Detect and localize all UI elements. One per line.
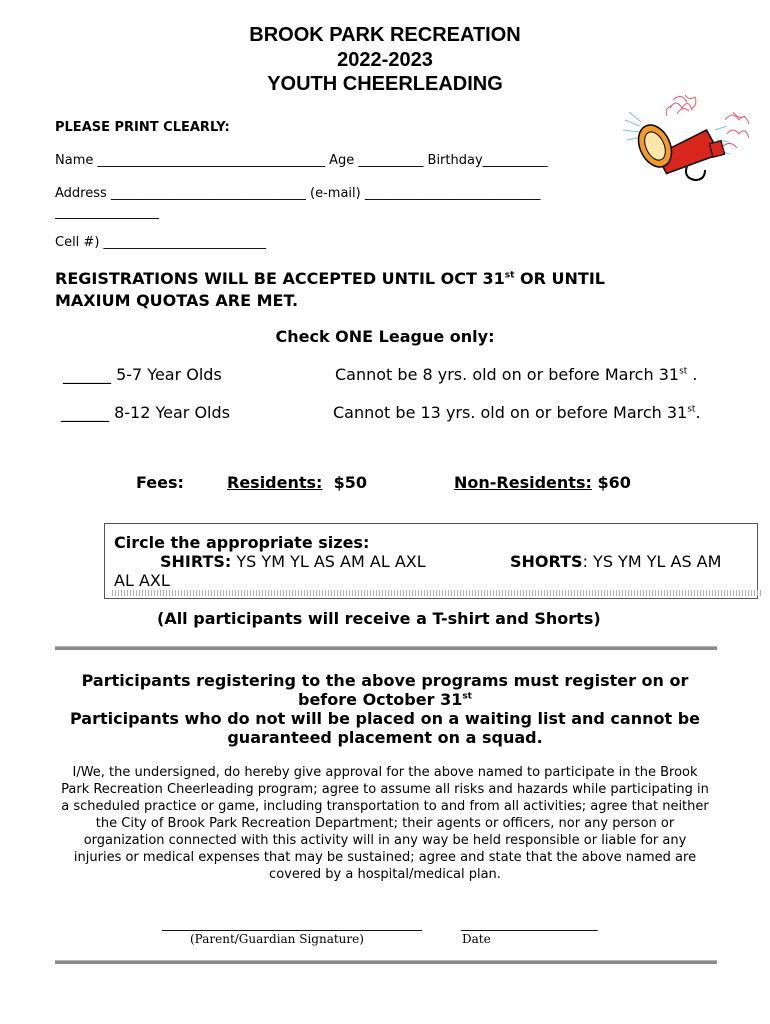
shirts-label: SHIRTS: (160, 552, 232, 571)
signature-line[interactable]: ________________________________________ (162, 917, 422, 932)
residents-label: Residents: (227, 473, 323, 492)
league-option-5-7[interactable]: ______ 5-7 Year Olds (63, 365, 222, 384)
title-line-1: BROOK PARK RECREATION (249, 24, 521, 46)
bottom-divider (55, 960, 717, 964)
rules-line-2-sup: st (462, 691, 472, 702)
short-sizes[interactable] (510, 552, 721, 571)
title-line-2: 2022-2023 (337, 49, 433, 71)
rules-line-1: Participants registering to the above programs must register on or (81, 671, 689, 690)
sizes-box-shadow (112, 590, 762, 596)
nonresidents-fee (454, 473, 631, 492)
nonresidents-value: $60 (597, 473, 631, 492)
print-clearly-label: PLEASE PRINT CLEARLY: (55, 120, 230, 135)
shirt-sizes[interactable] (160, 552, 426, 571)
rule-tail: . (695, 403, 701, 422)
rule-sup: st (687, 404, 696, 415)
notice-sup: st (504, 270, 515, 281)
waiver-text: I/We, the undersigned, do hereby give approval for the above named to participate in the Brook Park Recreation Cheerleading program; agree to assume all risks and hazards while participating in a scheduled practice or game, including transportation to and from all activities; agree that neither the City of Brook Park Recreation Department; their agents or officers, nor any person or organization connected with this activity will in any way be held responsible or liable for any injuries or medical expenses that may be sustained; agree and state that the above named are covered by a hospital/medical plan. (61, 765, 709, 882)
residents-fee (227, 473, 367, 492)
cell-field[interactable]: Cell #) _________________________ (55, 235, 267, 250)
signature-caption: (Parent/Guardian Signature) (190, 932, 364, 946)
league-rule-5-7 (335, 365, 697, 384)
rule-tail: . (687, 365, 698, 384)
shorts-options[interactable]: : YS YM YL AS AM (582, 552, 722, 571)
date-caption: Date (462, 932, 491, 946)
registration-rules (30, 671, 740, 747)
registration-deadline-notice (55, 269, 605, 288)
name-age-birthday-fields[interactable]: Name ___________________________________ Age __________ Birthday__________ (55, 153, 548, 168)
residents-value: $50 (333, 473, 367, 492)
rule-sup: st (679, 366, 688, 377)
rule-text: Cannot be 13 yrs. old on or before March 31 (333, 403, 688, 422)
short-sizes-continued[interactable]: AL AXL (114, 571, 170, 590)
fees-label: Fees: (136, 473, 184, 492)
league-rule-8-12 (333, 403, 701, 422)
notice-text: REGISTRATIONS WILL BE ACCEPTED UNTIL OCT 31 (55, 269, 505, 288)
league-heading: Check ONE League only: (275, 327, 495, 346)
cheer-graphic (615, 90, 755, 190)
title-line-3: YOUTH CHEERLEADING (267, 73, 503, 95)
sizes-heading: Circle the appropriate sizes: (114, 533, 370, 552)
address-email-fields[interactable]: Address ______________________________ (e-mail) ___________________________ (55, 186, 541, 201)
megaphone-icon (615, 90, 755, 190)
notice-text-after: OR UNTIL (514, 269, 605, 288)
rule-text: Cannot be 8 yrs. old on or before March 31 (335, 365, 680, 384)
quota-notice: MAXIUM QUOTAS ARE MET. (55, 291, 299, 310)
rules-line-2 (30, 690, 740, 709)
shorts-label: SHORTS (510, 552, 583, 571)
shirts-options[interactable]: YS YM YL AS AM AL AXL (231, 552, 426, 571)
rules-line-4: guaranteed placement on a squad. (227, 728, 543, 747)
rules-line-2-text: before October 31 (298, 690, 463, 709)
league-option-8-12[interactable]: ______ 8-12 Year Olds (61, 403, 230, 422)
pompom-icon (666, 95, 696, 116)
date-line[interactable]: _____________________ (461, 917, 598, 932)
uniform-note: (All participants will receive a T-shirt and Shorts) (157, 609, 601, 628)
divider (55, 646, 717, 650)
nonresidents-label: Non-Residents: (454, 473, 592, 492)
address-continued-field[interactable]: ________________ (55, 205, 159, 220)
rules-line-3: Participants who do not will be placed on a waiting list and cannot be (69, 709, 701, 728)
